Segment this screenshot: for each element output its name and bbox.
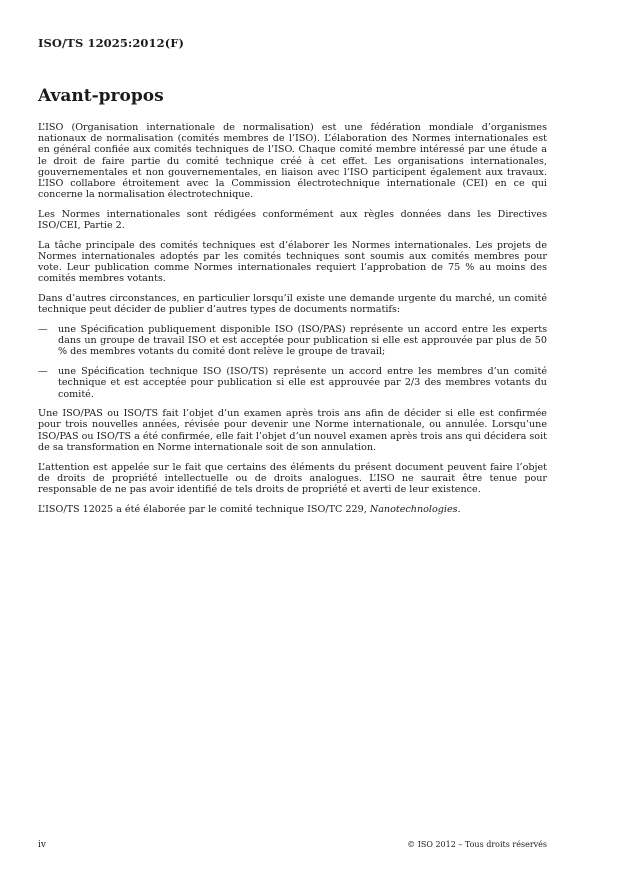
paragraph-patent-rights: L’attention est appelée sur le fait que certains des éléments du présent document peuvent faire l’objet de droits de propriété intellectuelle ou de droits analogues. L’ISO ne saurait être tenue pour responsable de ne pas avoir identifié de tels droits de propriété et averti de leur existence. bbox=[38, 461, 547, 495]
foreword-body bbox=[38, 122, 547, 523]
list-item-text: une Spécification technique ISO (ISO/TS) représente un accord entre les membres d’un comité technique et est acceptée pour publication si elle est approuvée par 2/3 des membres votants du comité. bbox=[58, 366, 547, 400]
list-item-text: une Spécification publiquement disponible ISO (ISO/PAS) représente un accord entre les experts dans un groupe de travail ISO et est acceptée pour publication si elle est approuvée par plus de 50 % des membres votants du comité dont relève le groupe de travail; bbox=[58, 324, 547, 358]
copyright-notice: © ISO 2012 – Tous droits réservés bbox=[407, 840, 547, 849]
committee-period: . bbox=[457, 503, 461, 515]
dash-marker: — bbox=[38, 366, 48, 378]
document-identifier: ISO/TS 12025:2012(F) bbox=[38, 36, 185, 50]
paragraph-iso-organisation: L’ISO (Organisation internationale de normalisation) est une fédération mondiale d’organismes nationaux de normalisation (comités membres de l’ISO). L’élaboration des Normes internationales est en général confiée aux comités techniques de l’ISO. Chaque comité membre intéressé par une étude a le droit de faire partie du comité technique créé à cet effet. Les organisations internationales, gouvernementales et non gouvernementales, en liaison avec l’ISO participent également aux travaux. L’ISO collabore étroitement avec la Commission électrotechnique internationale (CEI) en ce qui concerne la normalisation électrotechnique. bbox=[38, 122, 547, 201]
committee-text: L’ISO/TS 12025 a été élaborée par le comité technique ISO/TC 229, bbox=[38, 503, 370, 515]
paragraph-committee bbox=[38, 504, 547, 515]
dash-marker: — bbox=[38, 324, 48, 336]
section-title: Avant-propos bbox=[38, 86, 164, 106]
committee-name: Nanotechnologies bbox=[369, 503, 458, 515]
page-number: iv bbox=[38, 840, 46, 850]
paragraph-review: Une ISO/PAS ou ISO/TS fait l’objet d’un examen après trois ans afin de décider si elle est confirmée pour trois nouvelles années, révisée pour devenir une Norme internationale, ou annulée. Lorsqu’une ISO/PAS ou ISO/TS a été confirmée, elle fait l’objet d’un nouvel examen après trois ans qui décidera soit de sa transformation en Norme internationale soit de son annulation. bbox=[38, 408, 547, 453]
paragraph-directives: Les Normes internationales sont rédigées conformément aux règles données dans les Directives ISO/CEI, Partie 2. bbox=[38, 208, 547, 232]
paragraph-other-circumstances: Dans d’autres circonstances, en particulier lorsqu’il existe une demande urgente du marché, un comité technique peut décider de publier d’autres types de documents normatifs: bbox=[38, 293, 547, 316]
list-item-iso-pas bbox=[38, 324, 547, 358]
paragraph-technical-committees: La tâche principale des comités techniques est d’élaborer les Normes internationales. Les projets de Normes internationales adoptés par les comités techniques sont soumis aux comités membres pour vote. Leur publication comme Normes internationales requiert l’approbation de 75 % au moins des comités membres votants. bbox=[38, 239, 547, 285]
list-item-iso-ts bbox=[38, 366, 547, 400]
